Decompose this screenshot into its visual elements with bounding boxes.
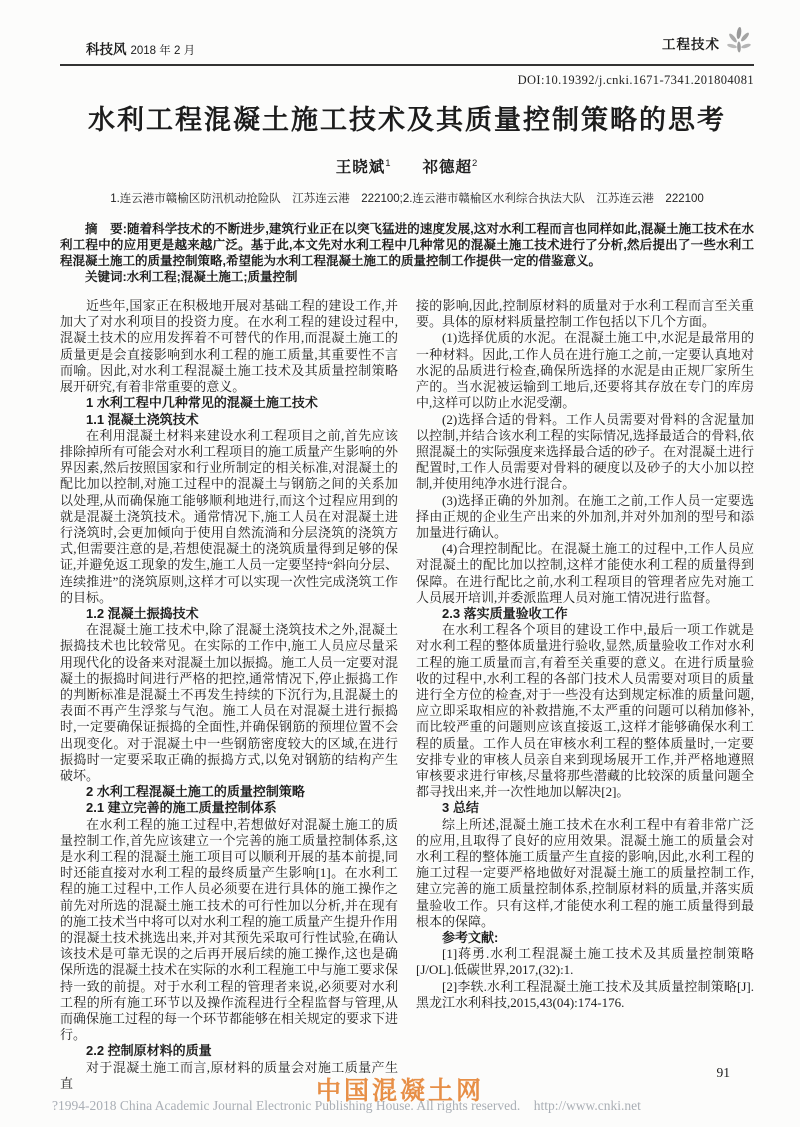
section-heading: 2.2 控制原材料的质量 xyxy=(86,1043,212,1059)
article-body xyxy=(60,298,754,1092)
author-1-sup: 1 xyxy=(385,157,392,169)
section-heading: 1.2 混凝土振捣技术 xyxy=(86,605,199,621)
body-paragraph: 接的影响,因此,控制原材料的质量对于水利工程而言至关重要。具体的原材料质量控制工作包括以下几个方面。 xyxy=(416,298,754,330)
section-heading: 2.3 落实质量验收工作 xyxy=(442,605,568,621)
body-paragraph: (3)选择正确的外加剂。在施工之前,工作人员一定要选择由正规的企业生产出来的外加剂,并对外加剂的型号和添加量进行确认。 xyxy=(416,492,754,540)
body-paragraph: (4)合理控制配比。在混凝土施工的过程中,工作人员应对混凝土的配比加以控制,这样才能使水利工程的质量得到保障。在进行配比之前,水利工程项目的管理者应先对施工人员展开培训,并委派监理人员对施工情况进行监督。 xyxy=(416,541,754,605)
keywords-label: 关键词: xyxy=(85,270,127,285)
body-paragraph: 综上所述,混凝土施工技术在水利工程中有着非常广泛的应用,且取得了良好的应用效果。混凝土施工的质量会对水利工程的整体施工质量产生直接的影响,因此,水利工程的施工过程一定要严格地做好对混凝土施工的质量控制工作,建立完善的施工质量控制体系,控制原材料的质量,并落实质量验收工作。只有这样,才能使水利工程的施工质量得到最根本的保障。 xyxy=(416,816,754,929)
section-heading: 1 水利工程中几种常见的混凝土施工技术 xyxy=(86,395,318,411)
journal-date: 2018 年 2 月 xyxy=(130,45,196,57)
body-paragraph: 在水利工程各个项目的建设工作中,最后一项工作就是对水利工程的整体质量进行验收,显然,质量验收工作对水利工程的施工质量而言,有着至关重要的意义。在进行质量验收的过程中,水利工程的各部门技术人员需要对项目的质量进行全方位的检查,对于一些没有达到规定标准的质量问题,应立即采取相应的补救措施,不太严重的问题可以稍加修补,而比较严重的问题则应该直接返工,这样才能够确保水利工程的质量。工作人员在审核水利工程的整体质量时,一定要安排专业的审核人员亲自来到现场展开工作,并严格地遵照审核要求进行审核,尽量将那些潜藏的比较深的质量问题全都寻找出来,并一次性地加以解决[2]。 xyxy=(416,622,754,800)
authors-line xyxy=(60,155,754,177)
body-paragraph: 在混凝土施工技术中,除了混凝土浇筑技术之外,混凝土振捣技术也比较常见。在实际的工作中,施工人员应尽量采用现代化的设备来对混凝土加以振捣。施工人员一定要对混凝土的振捣时间进行严格的把控,通常情况下,停止振捣工作的判断标准是混凝土不再发生持续的下沉行为,且混凝土的表面不再产生浮浆与气泡。施工人员在对混凝土进行振捣时,一定要确保证振捣的全面性,并确保钢筋的预埋位置不会出现变化。对于混凝土中一些钢筋密度较大的区域,在进行振捣时一定要采取正确的振捣方式,以免对钢筋的结构产生破坏。 xyxy=(60,622,399,783)
page-header xyxy=(60,26,754,66)
abstract-paragraph xyxy=(60,221,754,269)
affiliation-line: 1.连云港市赣榆区防汛机动抢险队 江苏连云港 222100;2.连云港市赣榆区水利综合执法大队 江苏连云港 222100 xyxy=(110,193,704,206)
left-column xyxy=(60,298,398,1092)
journal-info xyxy=(86,38,195,59)
watermark: 中国混凝土网 xyxy=(315,1077,484,1105)
section-label: 工程技术 xyxy=(662,36,720,52)
section-heading: 2 水利工程混凝土施工的质量控制策略 xyxy=(86,784,305,800)
page-number: 91 xyxy=(716,1065,730,1080)
reference-item: [1]蒋勇.水利工程混凝土施工技术及其质量控制策略[J/OL].低碳世界,2017,(32):1. xyxy=(416,946,754,978)
keywords-paragraph xyxy=(60,269,754,285)
journal-name: 科技风 xyxy=(86,42,127,57)
right-column xyxy=(416,298,754,1092)
reference-item: [2]李轶.水利工程混凝土施工技术及其质量控制策略[J].黑龙江水利科技,2015,43(04):174-176. xyxy=(416,978,754,1010)
section-heading: 1.1 混凝土浇筑技术 xyxy=(86,411,199,427)
body-paragraph: (2)选择合适的骨料。工作人员需要对骨料的含泥量加以控制,并结合该水利工程的实际情况,选择最适合的骨料,依照混凝土的实际强度来选择最合适的砂子。在对混凝土进行配置时,工作人员需要对骨料的硬度以及砂子的大小加以控制,并使用纯净水进行混合。 xyxy=(416,411,755,492)
body-paragraph: 对于混凝土施工而言,原材料的质量会对施工质量产生直 xyxy=(60,1059,398,1091)
author-1: 王晓斌$^1$ xyxy=(335,157,392,177)
section-block xyxy=(662,26,752,59)
author-2: 祁德超$^2$ xyxy=(422,157,479,177)
body-paragraph: 在水利工程的施工过程中,若想做好对混凝土施工的质量控制工作,首先应该建立一个完善的施工质量控制体系,这是水利工程的混凝土施工项目可以顺利开展的基本前提,同时还能直接对水利工程的最终质量产生影响[1]。在水利工程的施工过程中,工作人员必须要在进行具体的施工操作之前先对所选的混凝土施工技术的可行性加以分析,并在现有的施工技术当中将可以对水利工程的施工质量产生提升作用的混凝土技术挑选出来,并对其预先采取可行性试验,在确认该技术是可靠无误的之后再开展后续的施工操作,这也是确保所选的混凝土技术在实际的水利工程施工中与施工要求保持一致的前提。对于水利工程的管理者来说,必须要对水利工程的所有施工环节以及操作流程进行全程监督与管理,从而确保施工过程的每一个环节都能够在相关规定的要求下进行。 xyxy=(60,816,399,1043)
abstract-label: 摘 要: xyxy=(85,222,127,237)
author-2-sup: 2 xyxy=(472,157,479,169)
section-heading: 3 总结 xyxy=(442,800,479,816)
abstract-text: 随着科学技术的不断进步,建筑行业正在以突飞猛进的速度发展,这对水利工程而言也同样如此,混凝土施工技术在水利工程中的应用更是越来越广泛。基于此,本文先对水利工程中几种常见的混凝土施工技术进行了分析,然后提出了一些水利工程混凝土施工的质量控制策略,希望能为水利工程混凝土施工的质量控制工作提供一定的借鉴意义。 xyxy=(60,222,754,269)
body-paragraph: 近些年,国家正在积极地开展对基础工程的建设工作,并加大了对水利项目的投资力度。在水利工程的建设过程中,混凝土技术的应用发挥着不可替代的作用,而混凝土施工的质量更是会直接影响到水利工程的施工质量,其重要性不言而喻。因此,对水利工程混凝土施工技术及其质量控制策略展开研究,有着非常重要的意义。 xyxy=(60,298,398,395)
section-heading: 2.1 建立完善的施工质量控制体系 xyxy=(86,800,277,816)
body-paragraph: (1)选择优质的水泥。在混凝土施工中,水泥是最常用的一种材料。因此,工作人员在进行施工之前,一定要认真地对水泥的品质进行检查,确保所选择的水泥是由正规厂家所生产的。当水泥被运输到工地后,还要将其存放在专门的库房中,这样可以防止水泥受潮。 xyxy=(416,330,754,411)
body-paragraph: 在利用混凝土材料来建设水利工程项目之前,首先应该排除掉所有可能会对水利工程项目的施工质量产生影响的外界因素,然后按照国家和行业所制定的相关标准,对混凝土的配比加以控制,对施工过程中的混凝土与钢筋之间的关系加以处理,从而确保施工能够顺利地进行,而这个过程应用到的就是混凝土浇筑技术。通常情况下,施工人员在对混凝土进行浇筑时,会更加倾向于使用自然流淌和分层浇筑的浇筑方式,但需要注意的是,若想使混凝土的浇筑质量得到足够的保证,并避免返工现象的发生,施工人员一定要坚持“斜向分层、连续推进”的浇筑原则,这样才可以实现一次性完成浇筑工作的目标。 xyxy=(60,427,399,605)
leaf-logo-icon xyxy=(726,26,752,59)
article-title: 水利工程混凝土施工技术及其质量控制策略的思考 xyxy=(88,105,726,135)
keywords-text: 水利工程;混凝土施工;质量控制 xyxy=(126,270,298,285)
references-heading: 参考文献: xyxy=(442,930,499,945)
copyright-line: ?1994-2018 China Academic Journal Electronic Publishing House. All rights reserved. http://www.cnki.net xyxy=(52,1098,641,1113)
abstract-block xyxy=(60,221,754,285)
doi-line: DOI:10.19392/j.cnki.1671-7341.201804081 xyxy=(517,73,754,87)
